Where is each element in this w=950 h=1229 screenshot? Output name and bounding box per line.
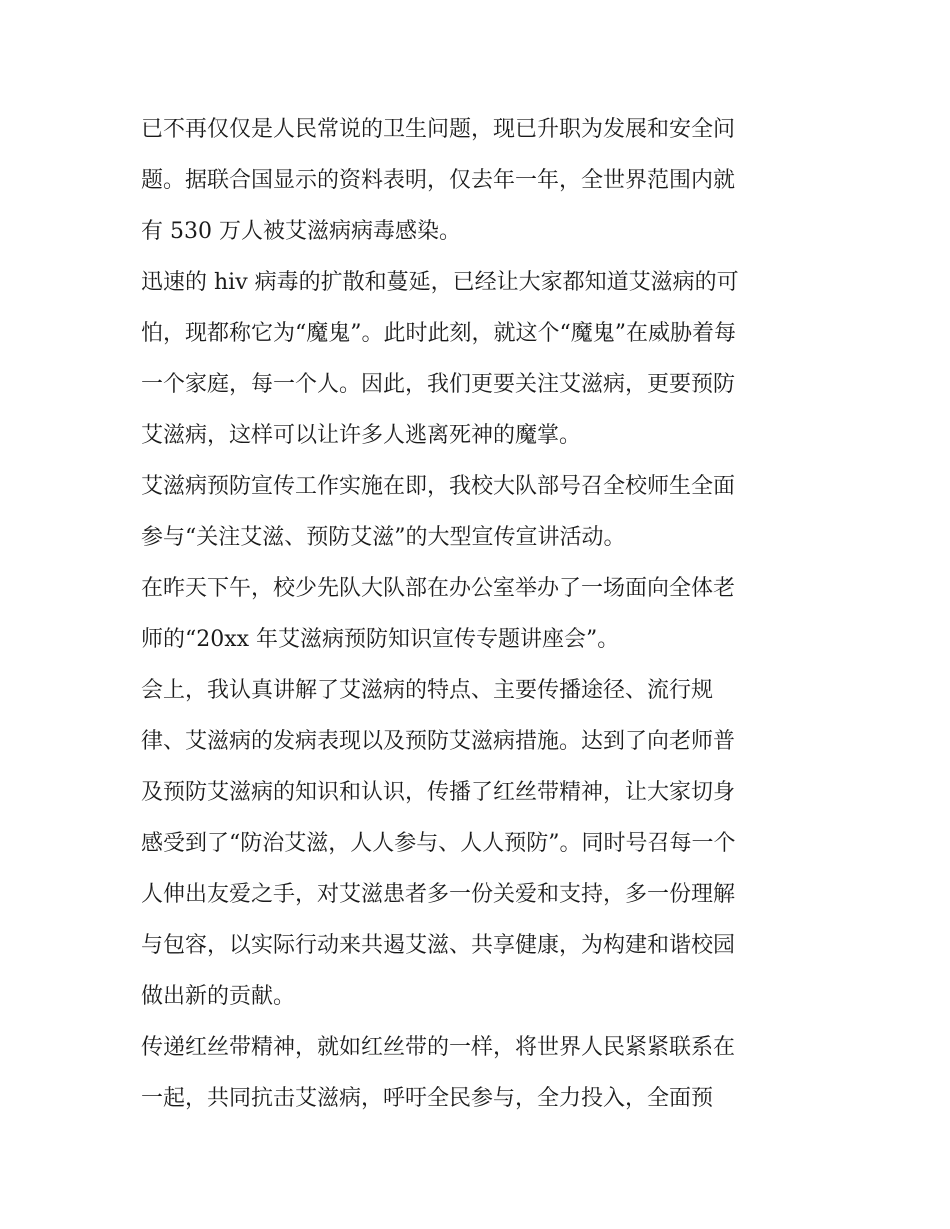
text-line: 题。据联合国显示的资料表明，仅去年一年，全世界范围内就 <box>141 168 736 193</box>
text-line: 在昨天下午，校少先队大队部在办公室举办了一场面向全体老 <box>141 576 736 601</box>
text-line: 做出新的贡献。 <box>141 984 296 1009</box>
text-line: 及预防艾滋病的知识和认识，传播了红丝带精神，让大家切身 <box>141 780 736 805</box>
text-line: 一个家庭，每一个人。因此，我们更要关注艾滋病，更要预防 <box>141 372 736 397</box>
text-line: 会上，我认真讲解了艾滋病的特点、主要传播途径、流行规 <box>141 678 714 703</box>
text-line: 怕，现都称它为“魔鬼”。此时此刻，就这个“魔鬼”在威胁着每 <box>141 321 736 346</box>
document-body <box>141 110 811 1130</box>
text-line: 参与“关注艾滋、预防艾滋”的大型宣传宣讲活动。 <box>141 525 626 550</box>
text-line: 已不再仅仅是人民常说的卫生问题，现已升职为发展和安全问 <box>141 117 736 142</box>
text-line: 迅速的 hiv 病毒的扩散和蔓延，已经让大家都知道艾滋病的可 <box>141 270 739 295</box>
text-line: 与包容，以实际行动来共遏艾滋、共享健康，为构建和谐校园 <box>141 933 736 958</box>
text-line: 律、艾滋病的发病表现以及预防艾滋病措施。达到了向老师普 <box>141 729 736 754</box>
text-line: 师的“20xx 年艾滋病预防知识宣传专题讲座会”。 <box>141 627 620 652</box>
text-line: 艾滋病预防宣传工作实施在即，我校大队部号召全校师生全面 <box>141 474 736 499</box>
text-line: 感受到了“防治艾滋，人人参与、人人预防”。同时号召每一个 <box>141 831 736 856</box>
text-line: 传递红丝带精神，就如红丝带的一样，将世界人民紧紧联系在 <box>141 1035 736 1060</box>
text-line: 一起，共同抗击艾滋病，呼吁全民参与，全力投入，全面预 <box>141 1086 714 1111</box>
text-line: 艾滋病，这样可以让许多人逃离死神的魔掌。 <box>141 423 582 448</box>
text-line: 有 530 万人被艾滋病病毒感染。 <box>141 219 461 244</box>
text-line: 人伸出友爱之手，对艾滋患者多一份关爱和支持，多一份理解 <box>141 882 736 907</box>
